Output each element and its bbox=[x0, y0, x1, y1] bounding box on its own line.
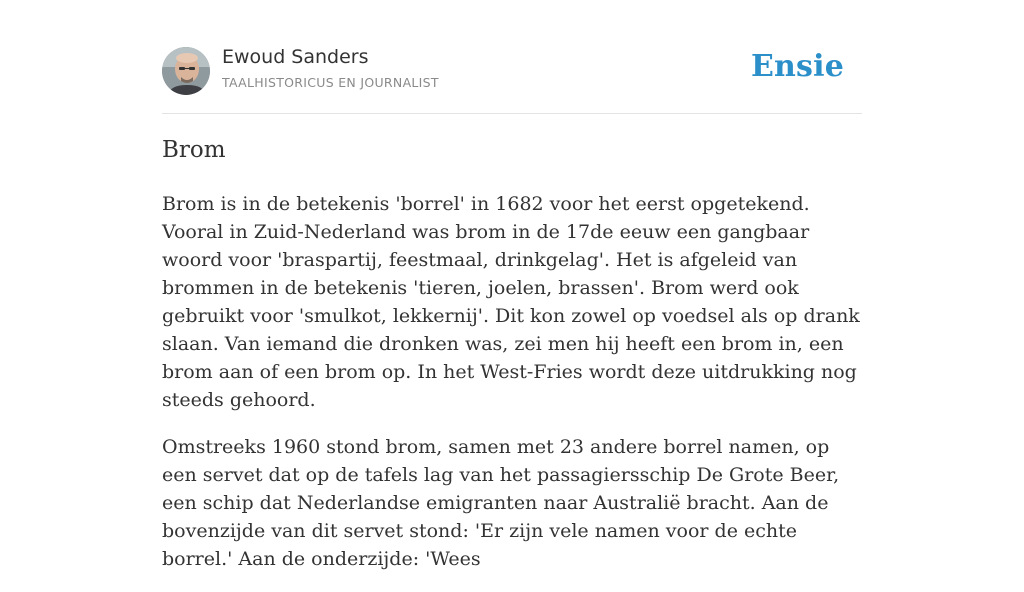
author-role: TAALHISTORICUS EN JOURNALIST bbox=[222, 75, 439, 90]
article-title: Brom bbox=[162, 137, 226, 163]
page-header bbox=[162, 0, 862, 114]
avatar-photo bbox=[162, 47, 210, 95]
page-container bbox=[162, 0, 862, 570]
author-name[interactable]: Ewoud Sanders bbox=[222, 46, 369, 68]
article-body bbox=[162, 190, 862, 592]
author-avatar[interactable] bbox=[162, 47, 210, 95]
article-paragraph: Omstreeks 1960 stond brom, samen met 23 andere borrel namen, op een servet dat op de tafels lag van het passagiersschip De Grote Beer, een schip dat Nederlandse emigranten naar Australië bracht. Aan de bovenzijde van dit servet stond: 'Er zijn vele namen voor de echte borrel.' Aan de onderzijde: 'Wees bbox=[162, 436, 840, 570]
brand-logo[interactable]: Ensie bbox=[750, 49, 844, 84]
article-paragraph: Brom is in de betekenis 'borrel' in 1682 voor het eerst opgetekend. Vooral in Zuid-Nederland was brom in de 17de eeuw een gangbaar woord voor 'braspartij, feestmaal, drinkgelag'. Het is afgeleid van brommen in de betekenis 'tieren, joelen, brassen'. Brom werd ook gebruikt voor 'smulkot, lekkernij'. Dit kon zowel op voedsel als op drank slaan. Van iemand die dronken was, zei men hij heeft een brom in, een brom aan of een brom op. In het West-Fries wordt deze uitdrukking nog steeds gehoord. bbox=[162, 193, 860, 411]
